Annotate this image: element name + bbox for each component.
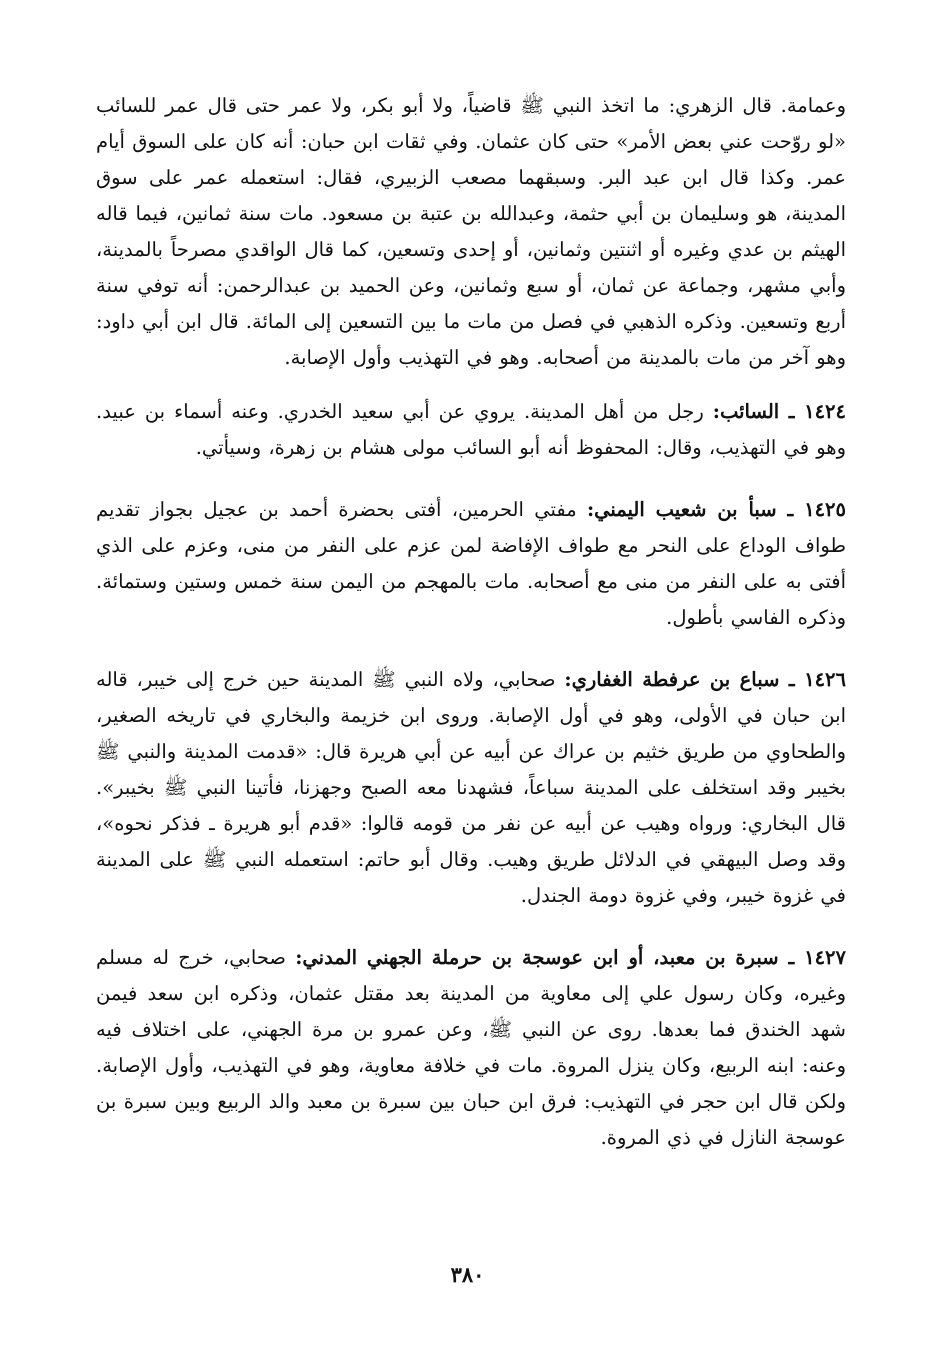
paragraph-continuation — [96, 88, 846, 376]
entry-text: صحابي، ولاه النبي ﷺ المدينة حين خرج إلى خيبر، قاله ابن حبان في الأولى، وهو في أول الإصابة. وروى ابن خزيمة والبخاري في تاريخه الصغير، والطحاوي من طريق خثيم بن عراك عن أبيه عن أبي هريرة قال: «قدمت المدينة والنبي ﷺ بخيبر وقد استخلف على المدينة سباعاً، فشهدنا معه الصبح وجهزنا، فأتينا النبي ﷺ بخيبر». قال البخاري: ورواه وهيب عن أبيه عن نفر من قومه قالوا: «قدم أبو هريرة ـ فذكر نحوه»، وقد وصل البيهقي في الدلائل طريق وهيب. وقال أبو حاتم: استعمله النبي ﷺ على المدينة في غزوة خيبر، وفي غزوة دومة الجندل. — [96, 668, 846, 907]
paragraph-text: وعمامة. قال الزهري: ما اتخذ النبي ﷺ قاضياً، ولا أبو بكر، ولا عمر حتى قال عمر للسائب «لو روّحت عني بعض الأمر» حتى كان عثمان. وفي ثقات ابن حبان: أنه كان على السوق أيام عمر. وكذا قال ابن عبد البر. وسبقهما مصعب الزبيري، فقال: استعمله عمر على سوق المدينة، هو وسليمان بن أبي حثمة، وعبدالله بن عتبة بن مسعود. مات سنة ثمانين، فيما قاله الهيثم بن عدي وغيره أو اثنتين وثمانين، أو إحدى وتسعين، كما قال الواقدي مصرحاً بالمدينة، وأبي مشهر، وجماعة عن ثمان، أو سبع وثمانين، وعن الحميد بن عبدالرحمن: أنه توفي سنة أربع وتسعين. وذكره الذهبي في فصل من مات ما بين التسعين إلى المائة. قال ابن أبي داود: وهو آخر من مات بالمدينة من أصحابه. وهو في التهذيب وأول الإصابة. — [96, 94, 847, 369]
entry-heading: ١٤٢٧ ـ سبرة بن معبد، أو ابن عوسجة بن حرملة الجهني المدني: — [295, 946, 846, 969]
entry-1426 — [96, 662, 846, 914]
entry-1427 — [96, 940, 846, 1156]
entry-1425 — [96, 492, 846, 636]
entry-heading: ١٤٢٤ ـ السائب: — [712, 400, 847, 423]
entry-heading: ١٤٢٦ ـ سباع بن عرفطة الغفاري: — [564, 668, 846, 691]
entry-text: صحابي، خرج له مسلم وغيره، وكان رسول علي إلى معاوية من المدينة بعد مقتل عثمان، وذكره ابن سعد فيمن شهد الخندق فما بعدها. روى عن النبي ﷺ، وعن عمرو بن مرة الجهني، على اختلاف فيه وعنه: ابنه الربيع، وكان ينزل المروة. مات في خلافة معاوية، وهو في التهذيب، وأول الإصابة. ولكن قال ابن حجر في التهذيب: فرق ابن حبان بين سبرة بن معبد والد الربيع وبين سبرة بن عوسجة النازل في ذي المروة. — [96, 946, 846, 1149]
entry-heading: ١٤٢٥ ـ سبأ بن شعيب اليمني: — [586, 498, 846, 521]
page-number: ٣٨٠ — [450, 1262, 485, 1287]
entry-text: رجل من أهل المدينة. يروي عن أبي سعيد الخدري. وعنه أسماء بن عبيد. وهو في التهذيب، وقال: المحفوظ أنه أبو السائب مولى هشام بن زهرة، وسيأتي. — [96, 400, 846, 459]
entry-text: مفتي الحرمين، أفتى بحضرة أحمد بن عجيل بجواز تقديم طواف الوداع على النحر مع طواف الإفاضة لمن عزم على النفر من منى، وعزم على الذي أفتى به على النفر من منى مع أصحابه. مات بالمهجم من اليمن سنة خمس وستين وستمائة. وذكره الفاسي بأطول. — [96, 498, 846, 629]
text-column — [96, 88, 846, 1182]
entry-1424 — [96, 394, 846, 466]
